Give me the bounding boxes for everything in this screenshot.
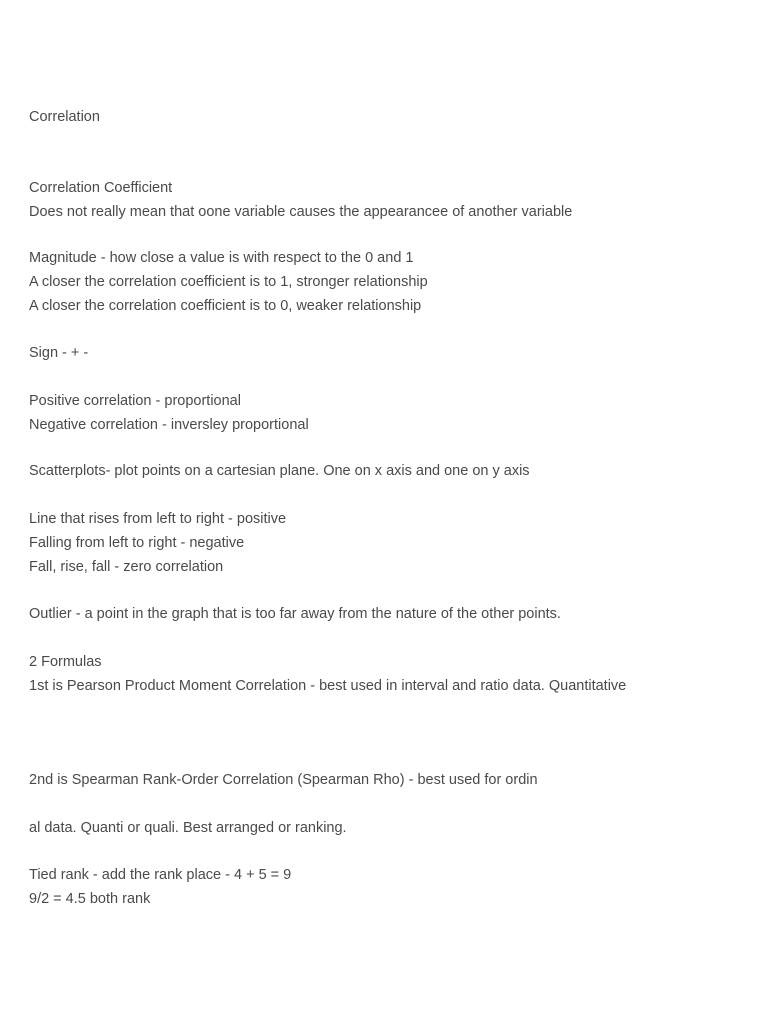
note-line: Sign - + - xyxy=(29,345,89,361)
note-line: 2nd is Spearman Rank-Order Correlation (Spearman Rho) - best used for ordin xyxy=(29,772,538,788)
note-line: 2 Formulas xyxy=(29,654,102,670)
note-line: Tied rank - add the rank place - 4 + 5 = 9 xyxy=(29,867,292,883)
note-line: Scatterplots- plot points on a cartesian plane. One on x axis and one on y axis xyxy=(29,463,530,479)
note-title: Correlation xyxy=(29,109,100,125)
note-line: Negative correlation - inversley proportional xyxy=(29,417,309,433)
note-line: Does not really mean that oone variable causes the appearancee of another variable xyxy=(29,204,573,220)
note-line: Positive correlation - proportional xyxy=(29,393,241,409)
note-line: 1st is Pearson Product Moment Correlation - best used in interval and ratio data. Quantitative xyxy=(29,678,627,694)
note-line: A closer the correlation coefficient is to 0, weaker relationship xyxy=(29,298,422,314)
note-line: Falling from left to right - negative xyxy=(29,535,245,551)
note-line: A closer the correlation coefficient is to 1, stronger relationship xyxy=(29,274,428,290)
note-line: 9/2 = 4.5 both rank xyxy=(29,891,151,907)
note-line: al data. Quanti or quali. Best arranged or ranking. xyxy=(29,820,347,836)
note-line: Correlation Coefficient xyxy=(29,180,173,196)
note-line: Fall, rise, fall - zero correlation xyxy=(29,559,224,575)
note-line: Line that rises from left to right - positive xyxy=(29,511,287,527)
note-line: Magnitude - how close a value is with respect to the 0 and 1 xyxy=(29,250,414,266)
note-line: Outlier - a point in the graph that is too far away from the nature of the other points. xyxy=(29,606,561,622)
